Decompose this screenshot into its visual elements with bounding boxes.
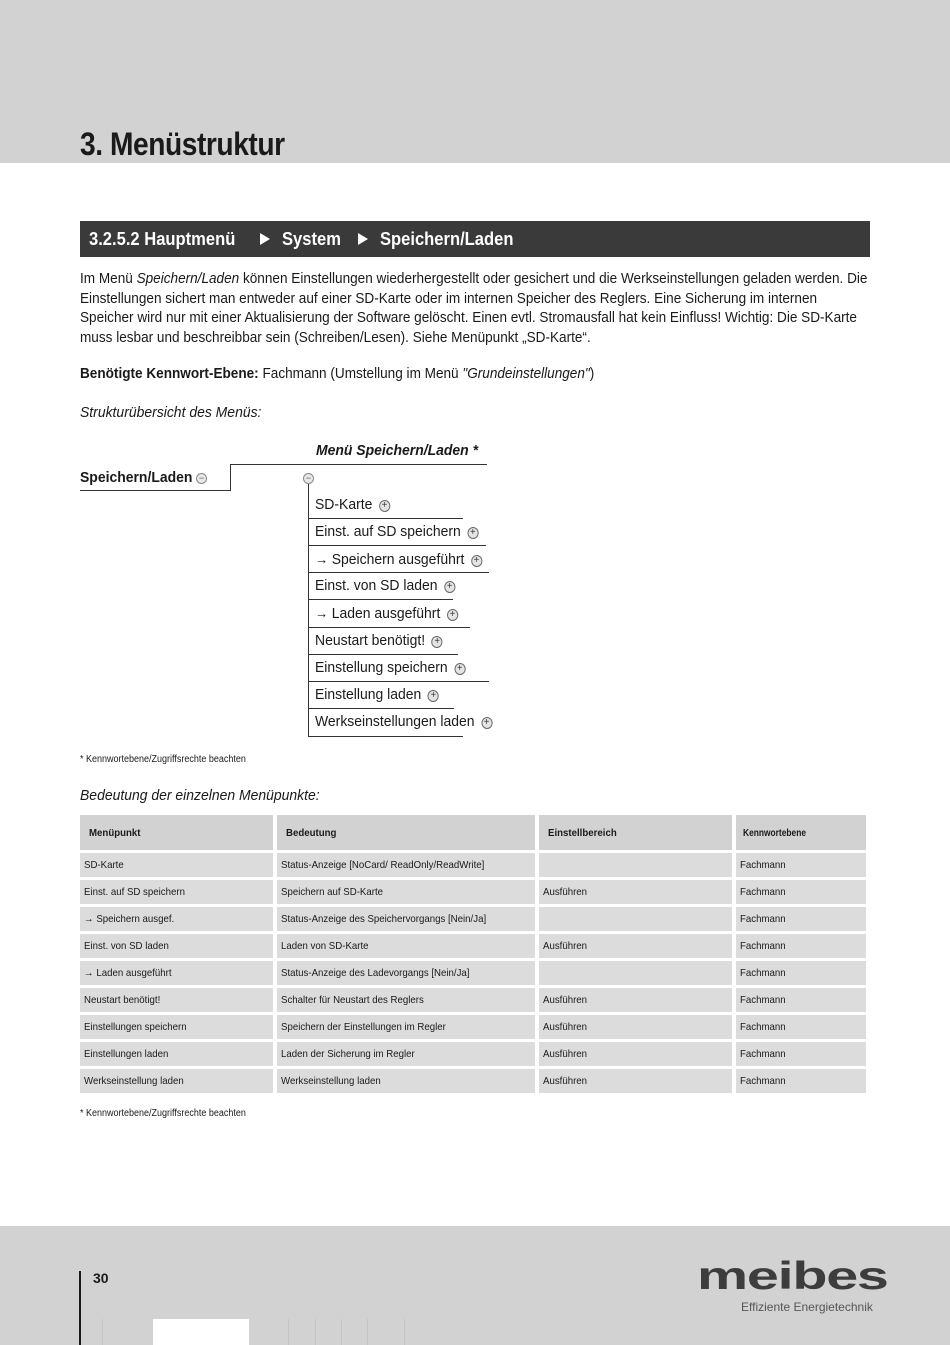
table-cell [539,907,732,931]
table-cell: Fachmann [736,934,866,958]
tree-connector [230,464,231,491]
table-row [80,934,870,961]
table-cell: Fachmann [736,1069,866,1093]
tree-vertical [308,484,309,737]
table-cell: Fachmann [736,988,866,1012]
table-cell: Speichern der Einstellungen im Regler [277,1015,535,1039]
expand-icon[interactable]: + [379,500,390,512]
brand-wordmark: meibes [697,1253,888,1298]
table-title: Bedeutung der einzelnen Menüpunkte: [80,787,320,804]
item-underline [308,545,486,546]
menu-item-einst-auf-sd-speichern[interactable] [315,523,478,540]
section-title: 3.2.5.2 Hauptmenü [89,228,236,249]
item-underline [308,708,454,709]
menu-item-einst-von-sd-laden[interactable] [315,577,455,594]
table-header-cell: Einstellbereich [539,815,732,850]
table-row [80,1069,870,1096]
table-cell: Fachmann [736,907,866,931]
password-level [80,366,594,382]
menu-item-werkseinstellungen-laden[interactable] [315,713,492,730]
menu-item-laden-ausgefuehrt[interactable] [315,605,458,622]
item-underline [308,681,489,682]
menu-item-speichern-ausgefuehrt[interactable] [315,551,482,568]
item-underline [308,572,489,573]
expand-icon[interactable]: + [467,527,478,539]
menu-item-label: Einst. von SD laden [315,577,438,594]
footer-tick [102,1319,103,1345]
footer-tick [367,1319,368,1345]
menu-item-label: Speichern ausgeführt [331,551,465,568]
table-row [80,961,870,988]
table-cell: Status-Anzeige [NoCard/ ReadOnly/ReadWrite] [277,853,535,877]
item-underline [308,736,463,737]
table-cell: Fachmann [736,1042,866,1066]
table-cell: Ausführen [539,1042,732,1066]
menu-item-label: Neustart benötigt! [315,632,426,649]
item-underline [308,654,458,655]
table-cell [539,961,732,985]
table-cell: Einstellungen laden [80,1042,273,1066]
tree-root-underline [80,490,230,491]
table-cell: SD-Karte [80,853,273,877]
table-cell [539,853,732,877]
tree-connector [230,464,487,465]
breadcrumb-speichern-laden: Speichern/Laden [380,228,514,249]
expand-icon[interactable]: + [471,555,482,567]
table-cell: Neustart benötigt! [80,988,273,1012]
table-row [80,1042,870,1069]
page-title: 3. Menüstruktur [80,126,285,162]
table-cell: Laden von SD-Karte [277,934,535,958]
collapse-icon[interactable]: − [196,473,207,484]
intro-menu-name: Speichern/Laden [136,271,240,287]
menu-item-label: Einstellung speichern [315,659,448,676]
menu-item-einstellung-laden[interactable] [315,686,439,703]
table-row [80,907,870,934]
table-cell: Einstellungen speichern [80,1015,273,1039]
table-header-cell: Kennwortebene [736,815,866,850]
table-cell: Status-Anzeige des Speichervorgangs [Nein/Ja] [277,907,535,931]
table-cell: Laden der Sicherung im Regler [277,1042,535,1066]
expand-icon[interactable]: + [454,663,465,675]
table-cell: Schalter für Neustart des Reglers [277,988,535,1012]
table-cell: Fachmann [736,853,866,877]
triangle-right-icon [260,233,270,245]
intro-text: Im Menü [80,271,137,287]
table-cell: Einst. auf SD speichern [80,880,273,904]
table-cell: Ausführen [539,934,732,958]
expand-icon[interactable]: + [432,636,443,648]
table-cell: Werkseinstellung laden [277,1069,535,1093]
menu-heading: Menü Speichern/Laden * [316,442,479,459]
table-cell: Werkseinstellung laden [80,1069,273,1093]
table-row [80,853,870,880]
password-menu: "Grundeinstellungen" [462,366,590,382]
table-cell: Einst. von SD laden [80,934,273,958]
menu-table [80,815,870,1096]
table-cell: → Laden ausgeführt [80,961,273,985]
menu-item-neustart-benoetigt[interactable] [315,632,443,649]
table-cell: Ausführen [539,1069,732,1093]
table-cell: Status-Anzeige des Ladevorgangs [Nein/Ja] [277,961,535,985]
footer-tick [404,1319,405,1345]
item-underline [308,627,470,628]
arrow-right-icon: → [315,551,329,567]
table-cell: Fachmann [736,880,866,904]
table-cell: Ausführen [539,988,732,1012]
table-footnote: * Kennwortebene/Zugriffsrechte beachten [80,1108,246,1119]
table-row [80,988,870,1015]
item-underline [308,518,463,519]
table-body [80,853,870,1096]
footer-tab [153,1319,249,1345]
password-label: Benötigte Kennwort-Ebene: [80,366,259,382]
table-cell: Ausführen [539,880,732,904]
item-underline [308,599,453,600]
structure-footnote: * Kennwortebene/Zugriffsrechte beachten [80,754,246,765]
table-cell: Speichern auf SD-Karte [277,880,535,904]
structure-title: Strukturübersicht des Menüs: [80,404,262,421]
breadcrumb-system: System [282,228,341,249]
footer-tick [315,1319,316,1345]
tree-root-label: Speichern/Laden [80,469,193,486]
menu-item-label: Einst. auf SD speichern [315,523,461,540]
section-heading [80,221,870,257]
table-cell: Ausführen [539,1015,732,1039]
menu-item-label: SD-Karte [315,496,373,513]
expand-icon[interactable]: + [481,717,492,729]
table-row [80,880,870,907]
table-header-row [80,815,870,853]
menu-item-label: Einstellung laden [315,686,422,703]
footer-divider [79,1271,81,1345]
collapse-icon[interactable]: − [303,473,314,484]
table-row [80,1015,870,1042]
menu-item-einstellung-speichern[interactable] [315,659,465,676]
footer-tick [288,1319,289,1345]
expand-icon[interactable]: + [444,581,455,593]
menu-item-sd-karte[interactable] [315,496,390,513]
table-cell: Fachmann [736,961,866,985]
footer-tick [341,1319,342,1345]
expand-icon[interactable]: + [447,609,458,621]
arrow-right-icon: → [315,605,329,621]
table-cell: Fachmann [736,1015,866,1039]
triangle-right-icon [358,233,368,245]
menu-item-label: Laden ausgeführt [331,605,441,622]
table-header-cell: Menüpunkt [80,815,273,850]
brand-tagline: Effiziente Energietechnik [741,1300,873,1314]
brand-logo [697,1253,888,1316]
password-close: ) [589,366,595,382]
menu-item-label: Werkseinstellungen laden [315,713,475,730]
password-value: Fachmann (Umstellung im Menü [258,366,463,382]
intro-paragraph [80,270,871,348]
table-cell: → Speichern ausgef. [80,907,273,931]
intro-text: können Einstellungen wiederhergestellt oder gesichert und die Werkseinstellungen geladen werden. Die Einstellungen sichert man entweder auf einer SD-Karte oder im internen Speicher des Reglers. Eine Sicherung im internen Speicher wird nur mit einer Aktualisierung der Software gelöscht. Einen evtl. Stromausfall hat kein Einfluss! Wichtig: Die SD-Karte muss lesbar und beschreibbar sein (Schreiben/Lesen). Siehe Menüpunkt „SD-Karte“. [80,271,868,346]
table-header-cell: Bedeutung [277,815,535,850]
page-number: 30 [93,1270,109,1286]
expand-icon[interactable]: + [428,690,439,702]
